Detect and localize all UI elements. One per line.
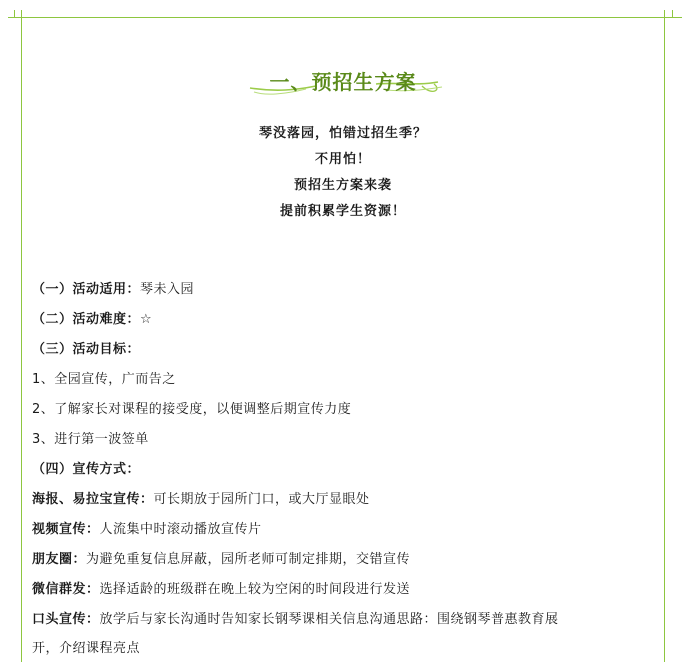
list-item: 3、进行第一波签单 xyxy=(32,432,149,447)
frame-right-line xyxy=(664,10,665,662)
method-line: 微信群发：选择适龄的班级群在晚上较为空闲的时间段进行发送 xyxy=(32,582,411,597)
method-line: 视频宣传：人流集中时滚动播放宣传片 xyxy=(32,522,262,537)
section-line: （三）活动目标： xyxy=(32,342,141,357)
intro-block xyxy=(0,121,686,225)
intro-line: 提前积累学生资源！ xyxy=(279,204,406,219)
list-item: 2、了解家长对课程的接受度，以便调整后期宣传力度 xyxy=(32,402,352,417)
method-line: 朋友圈：为避免重复信息屏蔽，园所老师可制定排期，交错宣传 xyxy=(32,552,411,567)
method-line: 海报、易拉宝宣传：可长期放于园所门口，或大厅显眼处 xyxy=(32,492,370,507)
method-line: 口头宣传：放学后与家长沟通时告知家长钢琴课相关信息沟通思路：围绕钢琴普惠教育展 xyxy=(32,612,559,627)
section-line: （四）宣传方式： xyxy=(32,462,141,477)
page-title: 一、预招生方案 xyxy=(269,70,417,94)
intro-line: 预招生方案来袭 xyxy=(293,178,392,193)
section-line: （一）活动适用：琴未入园 xyxy=(32,282,195,297)
title-block xyxy=(0,66,686,95)
intro-line: 琴没落园，怕错过招生季？ xyxy=(258,126,427,141)
method-line-continuation: 开，介绍课程亮点 xyxy=(32,641,141,656)
frame-corner-right-tick xyxy=(672,10,673,18)
list-item: 1、全园宣传，广而告之 xyxy=(32,372,176,387)
frame-left-line xyxy=(21,10,22,662)
frame-top-line xyxy=(8,17,682,18)
plan-content xyxy=(32,275,662,663)
intro-line: 不用怕！ xyxy=(314,152,371,167)
section-line: （二）活动难度：☆ xyxy=(32,312,153,327)
frame-corner-left-tick xyxy=(14,10,15,18)
